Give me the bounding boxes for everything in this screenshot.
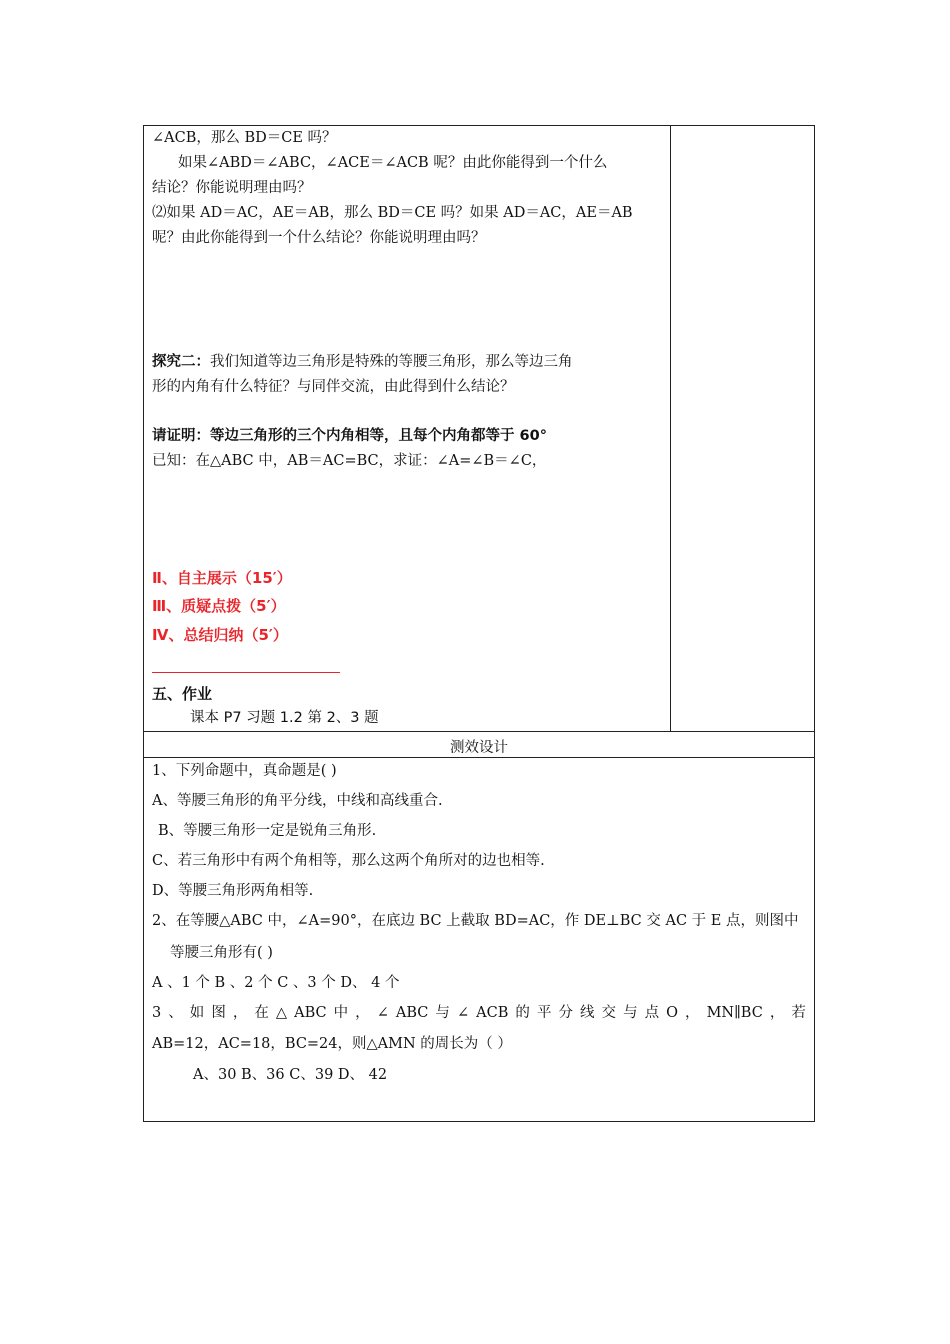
section-heading: Ⅱ、自主展示（15′） — [152, 569, 292, 587]
header-divider — [143, 757, 815, 758]
text-line: 形的内角有什么特征？与同伴交流，由此得到什么结论？ — [152, 379, 515, 395]
question-3-word: △ — [275, 1005, 288, 1021]
question-3-word: O — [666, 1005, 679, 1021]
question-3-word: 的 — [515, 1005, 530, 1021]
question-3-word: 、 — [168, 1005, 183, 1021]
text-line: 结论？你能说明理由吗？ — [152, 180, 312, 196]
text-line: 如果∠ABD＝∠ABC，∠ACE＝∠ACB 呢？由此你能得到一个什么 — [178, 155, 608, 171]
question-3-word: ， — [355, 1005, 370, 1021]
question-3-word: 与 — [623, 1005, 638, 1021]
text-line: ∠ACB，那么 BD＝CE 吗？ — [152, 130, 337, 146]
explore-two-text: 我们知道等边三角形是特殊的等腰三角形，那么等边三角 — [210, 354, 573, 370]
question-3-options: A、30 B、36 C、39 D、 42 — [193, 1067, 388, 1083]
section-heading: Ⅳ、总结归纳（5′） — [152, 626, 288, 644]
question-3-word: ABC — [395, 1005, 429, 1021]
homework-title: 五、作业 — [152, 685, 213, 703]
option-line: A、等腰三角形的角平分线，中线和高线重合. — [152, 793, 443, 809]
question-3-cont: AB=12，AC=18，BC=24，则△AMN 的周长为（ ） — [152, 1036, 512, 1052]
option-line: B、等腰三角形一定是锐角三角形. — [158, 823, 377, 839]
explore-two-label: 探究二： — [152, 354, 210, 370]
question-3-word: 若 — [791, 1005, 806, 1021]
question-1: 1、下列命题中，真命题是( ) — [152, 763, 337, 779]
explore-two — [152, 352, 573, 372]
text-line: 呢？由此你能得到一个什么结论？你能说明理由吗？ — [152, 230, 486, 246]
question-3-word: 平 — [536, 1005, 552, 1021]
question-3-word: 中 — [333, 1005, 349, 1021]
question-3-word: 点 — [644, 1005, 660, 1021]
question-3-word: ABC — [294, 1005, 327, 1021]
question-3-word: 分 — [558, 1005, 573, 1021]
question-3-word: MN∥BC — [706, 1005, 763, 1021]
question-3-word: 3 — [152, 1005, 162, 1021]
text-line: ⑵如果 AD＝AC，AE＝AB，那么 BD＝CE 吗？如果 AD＝AC，AE＝AB — [152, 205, 633, 221]
question-3-word: 交 — [601, 1005, 617, 1021]
proof-title: 请证明：等边三角形的三个内角相等，且每个内角都等于 60° — [152, 428, 547, 444]
question-3-word: 在 — [254, 1005, 269, 1021]
row-divider — [143, 731, 815, 732]
question-2-cont: 等腰三角形有( ) — [170, 945, 273, 961]
question-3-word: 图 — [211, 1005, 226, 1021]
option-line: D、等腰三角形两角相等. — [152, 883, 314, 899]
question-3-word: ， — [232, 1005, 248, 1021]
question-3-word: 线 — [580, 1005, 595, 1021]
question-3-word: ∠ — [456, 1005, 470, 1021]
homework-text: 课本 P7 习题 1.2 第 2、3 题 — [190, 710, 379, 726]
question-3 — [152, 1003, 806, 1023]
question-3-word: ， — [685, 1005, 700, 1021]
column-divider — [670, 125, 671, 731]
question-3-word: ∠ — [376, 1005, 389, 1021]
question-2-options: A 、1 个 B 、2 个 C 、3 个 D、 4 个 — [152, 975, 400, 991]
question-3-word: 与 — [435, 1005, 450, 1021]
question-3-word: ， — [769, 1005, 785, 1021]
question-2: 2、在等腰△ABC 中，∠A=90°，在底边 BC 上截取 BD=AC，作 DE⊥BC 交 AC 于 E 点，则图中 — [152, 913, 799, 929]
question-3-word: ACB — [476, 1005, 509, 1021]
option-line: C、若三角形中有两个角相等，那么这两个角所对的边也相等. — [152, 853, 545, 869]
section-heading: Ⅲ、质疑点拨（5′） — [152, 597, 286, 615]
answer-underline — [152, 672, 340, 673]
given-line: 已知：在△ABC 中，AB＝AC=BC，求证：∠A=∠B＝∠C， — [152, 453, 547, 469]
question-3-word: 如 — [189, 1005, 205, 1021]
test-header: 测效设计 — [450, 740, 508, 756]
